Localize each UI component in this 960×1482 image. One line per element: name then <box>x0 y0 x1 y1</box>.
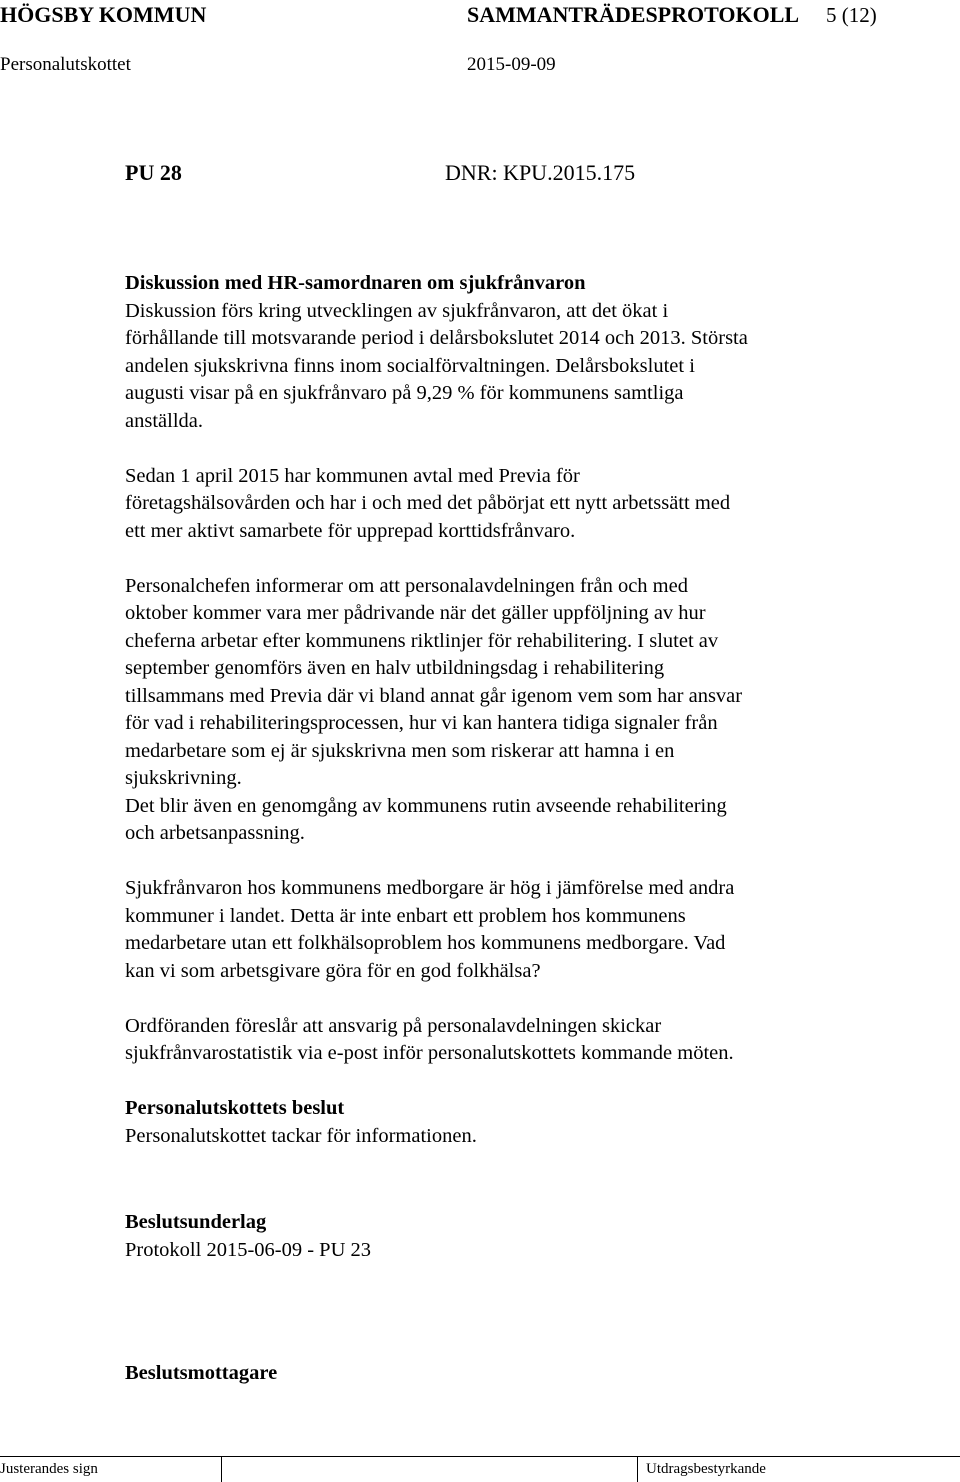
case-number: PU 28 <box>125 160 182 185</box>
basis-text: Protokoll 2015-06-09 - PU 23 <box>125 1238 371 1261</box>
body-line: oktober kommer vara mer pådrivande när det gäller uppföljning av hur <box>125 602 706 624</box>
body-line: sjukskrivning. <box>125 767 242 789</box>
body-line: och arbetsanpassning. <box>125 822 305 844</box>
document-type: SAMMANTRÄDESPROTOKOLL <box>467 2 800 27</box>
footer-divider-tick <box>637 1456 638 1482</box>
body-line: tillsammans med Previa där vi bland annat går igenom vem som har ansvar <box>125 684 743 707</box>
footer-divider-tick <box>221 1456 222 1482</box>
body-line: kommuner i landet. Detta är inte enbart ett problem hos kommunens <box>125 904 686 927</box>
body-line: för vad i rehabiliteringsprocessen, hur vi kan hantera tidiga signaler från <box>125 712 718 734</box>
document-body <box>125 270 945 1150</box>
body-line: Ordföranden föreslår att ansvarig på personalavdelningen skickar <box>125 1014 662 1037</box>
body-line: förhållande till motsvarande period i delårsbokslutet 2014 och 2013. Största <box>125 327 748 349</box>
body-line: medarbetare som ej är sjukskrivna men som riskerar att hamna i en <box>125 739 675 762</box>
body-line: Sjukfrånvaron hos kommunens medborgare är hög i jämförelse med andra <box>125 877 735 899</box>
recipients-heading: Beslutsmottagare <box>125 1362 278 1384</box>
committee-name: Personalutskottet <box>0 54 131 75</box>
body-line: Det blir även en genomgång av kommunens rutin avseende rehabilitering <box>125 794 727 817</box>
body-line: anställda. <box>125 409 203 432</box>
body-line: andelen sjukskrivna finns inom socialförvaltningen. Delårsbokslutet i <box>125 354 695 377</box>
recipients-block <box>125 1360 945 1388</box>
body-line: augusti visar på en sjukfrånvaro på 9,29 % för kommunens samtliga <box>125 382 684 404</box>
body-line: ett mer aktivt samarbete för upprepad korttidsfrånvaro. <box>125 519 576 542</box>
body-line: kan vi som arbetsgivare göra för en god folkhälsa? <box>125 959 541 982</box>
footer-divider <box>0 1456 960 1457</box>
body-line: cheferna arbetar efter kommunens riktlinjer för rehabilitering. I slutet av <box>125 629 719 652</box>
case-reference: DNR: KPU.2015.175 <box>445 160 636 185</box>
page-number: 5 (12) <box>826 3 877 27</box>
body-line: Personalchefen informerar om att personalavdelningen från och med <box>125 574 688 597</box>
decision-heading: Personalutskottets beslut <box>125 1097 345 1119</box>
body-line: sjukfrånvarostatistik via e-post inför personalutskottets kommande möten. <box>125 1042 734 1064</box>
basis-block <box>125 1209 945 1264</box>
footer-signature-label: Justerandes sign <box>0 1461 98 1477</box>
meeting-date: 2015-09-09 <box>467 54 556 75</box>
body-line: företagshälsovården och har i och med det påbörjat ett nytt arbetssätt med <box>125 492 731 514</box>
section-heading: Diskussion med HR-samordnaren om sjukfrånvaron <box>125 272 586 294</box>
body-line: september genomförs även en halv utbildningsdag i rehabilitering <box>125 657 665 679</box>
body-line: medarbetare utan ett folkhälsoproblem hos kommunens medborgare. Vad <box>125 932 726 954</box>
basis-heading: Beslutsunderlag <box>125 1211 267 1233</box>
footer-certification-label: Utdragsbestyrkande <box>646 1461 766 1477</box>
body-line: Sedan 1 april 2015 har kommunen avtal med Previa för <box>125 464 580 487</box>
decision-text: Personalutskottet tackar för informationen. <box>125 1124 477 1147</box>
body-line: Diskussion förs kring utvecklingen av sjukfrånvaron, att det ökat i <box>125 299 669 322</box>
organization-name: HÖGSBY KOMMUN <box>0 2 207 27</box>
